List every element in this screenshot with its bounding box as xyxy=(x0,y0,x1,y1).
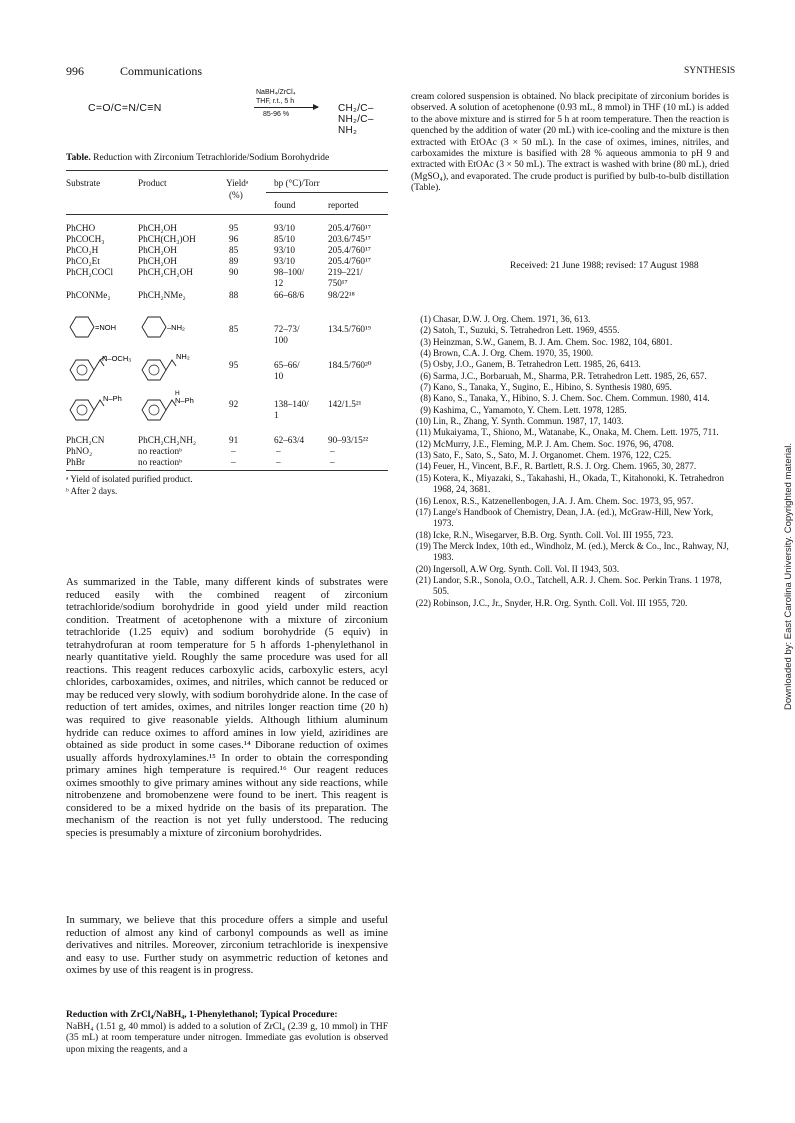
bp-reported-cell-cont: 750¹⁷ xyxy=(328,278,348,288)
yield-cell: 91 xyxy=(229,435,239,445)
product-cell: no reactionᵇ xyxy=(138,457,182,467)
received-date: Received: 21 June 1988; revised: 17 August 1988 xyxy=(510,261,699,271)
bp-reported-cell: 203.6/745¹⁷ xyxy=(328,234,371,244)
scheme-conditions: THF, r.t., 5 h xyxy=(256,98,295,105)
bp-found-cell-cont: 12 xyxy=(274,278,284,288)
product-cell: PhCH₂OH xyxy=(138,245,177,255)
yield-cell: 85 xyxy=(229,245,239,255)
substrate-cell: PhCONMe₂ xyxy=(66,290,111,300)
secondary-amine-structure xyxy=(138,390,210,424)
reference-item: (4) Brown, C.A. J. Org. Chem. 1970, 35, 1900. xyxy=(420,348,594,359)
product-cell: PhCH₂OH xyxy=(138,256,177,266)
bp-reported-cell: 205.4/760¹⁷ xyxy=(328,245,371,255)
reference-item: (3) Heinzman, S.W., Ganem, B. J. Am. Chem. Soc. 1982, 104, 6801. xyxy=(420,336,673,347)
bp-reported-cell: 134.5/760¹⁹ xyxy=(328,324,371,334)
col-header-yield: Yieldᵃ xyxy=(226,178,249,188)
substrate-cell: PhCH₂CN xyxy=(66,435,105,445)
col-header-yield-unit: (%) xyxy=(229,190,243,200)
col-header-found: found xyxy=(274,200,296,210)
bp-found-cell: 93/10 xyxy=(274,223,295,233)
reference-item: (17) Lange's Handbook of Chemistry, Dean, J.A. (ed.), McGraw-Hill, New York, 1973. xyxy=(415,506,714,529)
structure-label: N–OCH₃ xyxy=(102,354,132,363)
structure-label: N–Ph xyxy=(103,394,122,403)
bp-found-cell: – xyxy=(276,446,281,456)
bp-found-cell: 72–73/ xyxy=(274,324,300,334)
reference-item: (12) McMurry, J.E., Fleming, M.P. J. Am. Chem. Soc. 1976, 96, 4708. xyxy=(415,438,674,449)
procedure-text: NaBH₄ (1.51 g, 40 mmol) is added to a solution of ZrCl₄ (2.39 g, 10 mmol) in THF (35 mL) at room temperature under nitrogen. Immediate gas evolution is observed upon mixing the reagents, and a xyxy=(66,1022,388,1055)
substrate-cell: PhCO₂H xyxy=(66,245,99,255)
bp-found-cell: – xyxy=(276,457,281,467)
reference-item: (9) Kashima, C., Yamamoto, Y. Chem. Lett. 1978, 1285. xyxy=(420,404,627,415)
reference-item: (11) Mukaiyama, T., Shiono, M., Watanabe, K., Onaka, M. Chem. Lett. 1975, 711. xyxy=(416,427,719,438)
yield-cell: 85 xyxy=(229,324,239,334)
bp-found-cell: 98–100/ xyxy=(274,267,305,277)
structure-label: NH₂ xyxy=(176,352,190,361)
product-cell: PhCH₂OH xyxy=(138,223,177,233)
substrate-cell: PhCHO xyxy=(66,223,96,233)
bp-found-cell: 62–63/4 xyxy=(274,435,305,445)
bp-found-cell: 138–140/ xyxy=(274,399,309,409)
yield-cell: – xyxy=(231,446,236,456)
bp-found-cell-cont: 1 xyxy=(274,410,279,420)
journal-name: SYNTHESIS xyxy=(684,66,736,76)
bp-found-cell: 66–68/6 xyxy=(274,290,305,300)
bp-found-cell: 65–66/ xyxy=(274,360,300,370)
body-paragraph-1: As summarized in the Table, many different kinds of substrates were reduced easily with the combined reagent of zirconium tetrachloride/sodium borohydride in good yield under mild reaction condition. Treatment of acetophenone with a mixture of zirconium tetrachloride (1.25 equiv) and sodium borohydride (5 equiv) in tetrahydrofuran at room temperature for 5 h affords 1-phenylethanol in nearly quantitative yield. Roughly the same procedure was used for all reactions. This reagent reduces carboxylic acids, carboxylic esters, acyl chlorides, carboxamides, oximes, and nitriles, which cannot be reduced or may be reduced very slowly, with sodium borohydride alone. In the case of reduction of tert amides, oximes, and nitriles longer reaction time (20 h) was required to give reasonable yields. Although lithium aluminum hydride can reduce oximes to afford amines in low yield, aziridines are obtained as side product in some cases.¹⁴ Diborane reduction of oximes usually affords hydroxylamines.¹⁵ In order to obtain the corresponding primary amines high temperature is required.¹⁶ Our reagent reduces oximes smoothly to give primary amines without any side reactions, while nitrobenzene and bromobenzene were found to be inert. This reagent is considered to be a mixed hydride on the basis of its preparation. The mechanism of the reaction is not yet fully understood. The reducing species is presumably a mixture of zirconium borohydrides. xyxy=(66,576,388,839)
yield-cell: 88 xyxy=(229,290,239,300)
results-table xyxy=(66,170,388,528)
product-cell: no reactionᵇ xyxy=(138,446,182,456)
reference-item: (21) Landor, S.R., Sonola, O.O., Tatchell, A.R. J. Chem. Soc. Perkin Trans. 1 1978, 505. xyxy=(415,574,722,597)
bp-reported-cell: 184.5/760²⁰ xyxy=(328,360,372,370)
reference-item: (20) Ingersoll, A.W Org. Synth. Coll. Vol. II 1943, 503. xyxy=(415,563,620,574)
download-notice xyxy=(770,330,794,710)
bp-reported-cell: 98/22¹⁸ xyxy=(328,290,355,300)
scheme-reagent: NaBH₄/ZrCl₄ xyxy=(256,89,296,96)
bp-reported-cell: – xyxy=(330,446,335,456)
table-caption xyxy=(66,152,388,164)
reference-item: (22) Robinson, J.C., Jr., Snyder, H.R. Org. Synth. Coll. Vol. III 1955, 720. xyxy=(415,597,688,608)
reference-item: (1) Chasar, D.W. J. Org. Chem. 1971, 36, 613. xyxy=(420,314,591,324)
bp-found-cell: 85/10 xyxy=(274,234,295,244)
reference-item: (14) Feuer, H., Vincent, B.F., R. Bartlett, R.S. J. Org. Chem. 1965, 30, 2877. xyxy=(415,461,697,472)
structure-label: N–Ph xyxy=(175,396,194,405)
yield-cell: 96 xyxy=(229,234,239,244)
reference-item: (13) Sato, F., Sato, S., Sato, M. J. Organomet. Chem. 1976, 122, C25. xyxy=(415,450,672,461)
reaction-arrow xyxy=(254,107,318,108)
table-footnote-a: ᵃ Yield of isolated purified product. xyxy=(66,474,193,484)
product-cell: PhCH₂CH₂NH₂ xyxy=(138,435,197,445)
table-footnote-b: ᵇ After 2 days. xyxy=(66,486,118,496)
bp-reported-cell: 142/1.5²¹ xyxy=(328,399,362,409)
reference-item: (16) Lenox, R.S., Katzenellenbogen, J.A. J. Am. Chem. Soc. 1973, 95, 957. xyxy=(415,495,694,506)
structure-label: =NOH xyxy=(95,323,117,332)
col-header-bp: bp (°C)/Torr xyxy=(274,178,320,188)
reference-item: (6) Sarma, J.C., Borbaruah, M., Sharma, P.R. Tetrahedron Lett. 1985, 26, 657. xyxy=(420,370,707,381)
bp-reported-cell: 219–221/ xyxy=(328,267,363,277)
reference-list xyxy=(411,314,729,609)
product-cell: PhCH(CH₃)OH xyxy=(138,234,196,244)
phenylethylamine-structure xyxy=(138,350,210,384)
substrate-cell: PhCO₂Et xyxy=(66,256,100,266)
cyclohexylamine-structure xyxy=(138,312,208,342)
bp-reported-cell: 205.4/760¹⁷ xyxy=(328,256,371,266)
col-header-product: Product xyxy=(138,178,167,188)
substrate-cell: PhCOCH₃ xyxy=(66,234,105,244)
body-paragraph-2: In summary, we believe that this procedure offers a simple and useful reduction of almost any kind of carbonyl compounds as well as imine derivatives and nitriles. Moreover, zirconium tetrachloride is inexpensive and easy to use. Further study on asymmetric reduction of ketones and oximes by use of this reagent is in progress. xyxy=(66,914,388,977)
product-cell: PhCH₂CH₂OH xyxy=(138,267,193,277)
cyclohexanone-oxime-structure xyxy=(66,312,136,342)
bp-found-cell: 93/10 xyxy=(274,245,295,255)
col-header-substrate: Substrate xyxy=(66,178,101,188)
reaction-scheme xyxy=(66,88,388,136)
bp-found-cell-cont: 10 xyxy=(274,371,284,381)
structure-h-label: H xyxy=(175,390,180,397)
structure-label: –NH₂ xyxy=(167,323,185,332)
bp-reported-cell: – xyxy=(330,457,335,467)
reference-item: (5) Osby, J.O., Ganem, B. Tetrahedron Lett. 1985, 26, 6413. xyxy=(420,359,641,370)
reference-item: (2) Satoh, T., Suzuki, S. Tetrahedron Lett. 1969, 4555. xyxy=(420,325,620,336)
substrate-cell: PhNO₂ xyxy=(66,446,93,456)
bp-found-cell-cont: 100 xyxy=(274,335,288,345)
table-caption-text: Reduction with Zirconium Tetrachloride/Sodium Borohydride xyxy=(93,153,330,163)
procedure-title: Reduction with ZrCl₄/NaBH₄, 1-Phenylethanol; Typical Procedure: xyxy=(66,1010,338,1020)
reference-item: (19) The Merck Index, 10th ed., Windholz, M. (ed.), Merck & Co., Inc., Rahway, NJ, 1983. xyxy=(415,540,729,563)
yield-cell: 90 xyxy=(229,267,239,277)
yield-cell: 92 xyxy=(229,399,239,409)
yield-cell: 89 xyxy=(229,256,239,266)
substrate-cell: PhBr xyxy=(66,457,85,467)
bp-reported-cell: 90–93/15²² xyxy=(328,435,369,445)
yield-cell: – xyxy=(231,457,236,467)
product-cell: PhCH₂NMe₂ xyxy=(138,290,186,300)
imine-structure xyxy=(66,390,138,424)
scheme-substrates: C=O/C=N/C≡N xyxy=(88,102,162,114)
procedure-continued: cream colored suspension is obtained. No black precipitate of zirconium borides is observed. A solution of acetophenone (0.93 mL, 8 mmol) in THF (10 mL) is added to the above mixture and is stirred for 5 h at room temperature. Then the reaction is quenched by the addition of water (20 mL) with ice-cooling and the mixture is then extracted with EtOAc (3 × 50 mL). In the case of oximes, imines, nitriles, and carboxamides the mixture is basified with 28 % aqueous ammonia to pH 9 and extracted with EtOAc (3 × 50 mL). The extract is washed with brine (80 mL), dried (MgSO₄), and evaporated. The crude product is purified by bulb-to-bulb distillation (Table). xyxy=(411,92,729,194)
reference-item: (18) Icke, R.N., Wisegarver, B.B. Org. Synth. Coll. Vol. III 1955, 723. xyxy=(415,529,674,540)
table-caption-label: Table. xyxy=(66,153,91,163)
reference-item: (10) Lin, R., Zhang, Y. Synth. Commun. 1987, 17, 1403. xyxy=(415,416,624,427)
bp-reported-cell: 205.4/760¹⁷ xyxy=(328,223,371,233)
reference-item: (8) Kano, S., Tanaka, Y., Hibino, S. J. Chem. Soc. Chem. Commun. 1980, 414. xyxy=(420,393,710,404)
bp-found-cell: 93/10 xyxy=(274,256,295,266)
o-methyloxime-structure xyxy=(66,350,138,384)
substrate-cell: PhCH₂COCl xyxy=(66,267,114,277)
scheme-yield: 85-96 % xyxy=(263,111,290,118)
reference-item: (7) Kano, S., Tanaka, Y., Sugino, E., Hibino, S. Synthesis 1980, 695. xyxy=(420,382,672,393)
section-title: Communications xyxy=(120,64,202,78)
yield-cell: 95 xyxy=(229,360,239,370)
yield-cell: 95 xyxy=(229,223,239,233)
reference-item: (15) Kotera, K., Miyazaki, S., Takahashi, H., Okada, T., Kitahonoki, K. Tetrahedron 1968, 24, 3681. xyxy=(415,472,724,495)
scheme-products: CH₂/C–NH₂/C–NH₂ xyxy=(338,103,374,136)
download-notice-text: Downloaded by: East Carolina University. Copyrighted material. xyxy=(783,442,794,710)
col-header-reported: reported xyxy=(328,200,359,210)
page-number: 996 xyxy=(66,64,84,78)
